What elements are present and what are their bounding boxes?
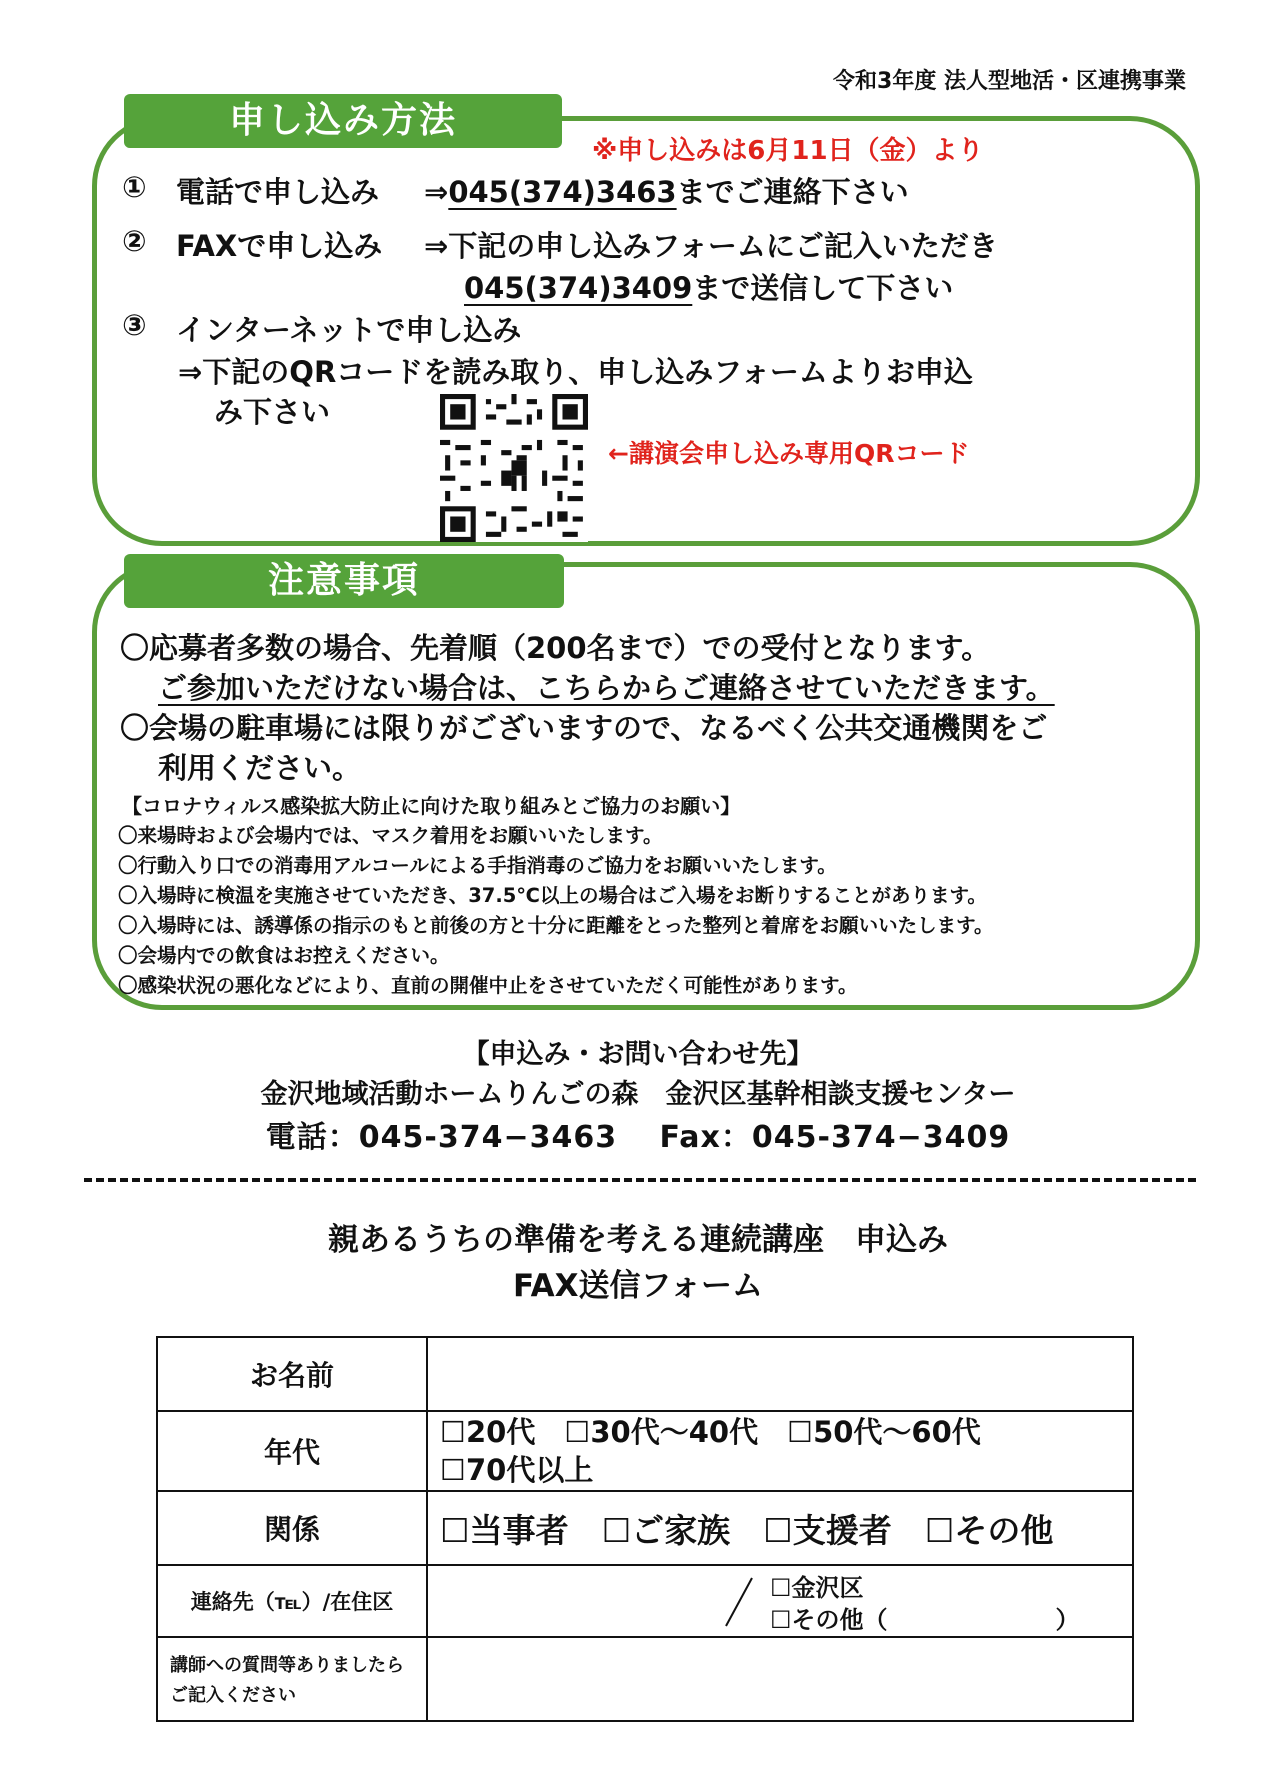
fax-line2 bbox=[464, 266, 953, 307]
area-option-kanazawa[interactable]: ☐金沢区 bbox=[770, 1574, 864, 1602]
web-num: ③ bbox=[122, 308, 147, 342]
fax-number: 045(374)3409 bbox=[464, 271, 693, 305]
question-field[interactable] bbox=[427, 1637, 1133, 1721]
corona-title: 【コロナウィルス感染拡大防止に向けた取り組みとご協力のお願い】 bbox=[122, 794, 741, 818]
qr-code-image[interactable] bbox=[440, 394, 588, 542]
application-form-table bbox=[156, 1336, 1134, 1722]
age-option-line1[interactable]: ☐20代 ☐30代～40代 ☐50代～60代 bbox=[440, 1415, 981, 1449]
phone-instruction bbox=[424, 170, 909, 211]
question-label bbox=[157, 1637, 427, 1721]
header-note: 令和3年度 法人型地活・区連携事業 bbox=[833, 69, 1186, 94]
form-title: 親あるうちの準備を考える連続講座 申込み bbox=[328, 1222, 948, 1258]
corona-item: 〇行動入り口での消毒用アルコールによる手指消毒のご協力をお願いいたします。 bbox=[118, 854, 837, 877]
age-options[interactable] bbox=[427, 1411, 1133, 1491]
fax-line1: ⇒下記の申し込みフォームにご記入いただき bbox=[424, 229, 998, 263]
age-label: 年代 bbox=[157, 1411, 427, 1491]
name-field[interactable] bbox=[427, 1337, 1133, 1411]
apply-start-note: ※申し込みは6月11日（金）より bbox=[592, 136, 984, 166]
notes-line3: 〇会場の駐車場には限りがございますので、なるべく公共交通機関をご bbox=[120, 711, 1048, 745]
corona-item: 〇感染状況の悪化などにより、直前の開催中止をさせていただく可能性があります。 bbox=[118, 974, 858, 997]
relation-label: 関係 bbox=[157, 1491, 427, 1565]
phone-tail: までご連絡下さい bbox=[676, 175, 909, 209]
contact-field[interactable] bbox=[427, 1565, 1133, 1637]
notes-line4: 利用ください。 bbox=[158, 751, 362, 785]
fax-label: FAXで申し込み bbox=[176, 229, 383, 263]
corona-item: 〇入場時に検温を実施させていただき、37.5℃以上の場合はご入場をお断りすることがあります。 bbox=[118, 884, 987, 907]
phone-num: ① bbox=[122, 170, 147, 204]
name-label: お名前 bbox=[157, 1337, 427, 1411]
notes-line2: ご参加いただけない場合は、こちらからご連絡させていただきます。 bbox=[158, 671, 1055, 705]
age-option-line2[interactable]: ☐70代以上 bbox=[440, 1453, 594, 1487]
web-label: インターネットで申し込み bbox=[176, 313, 522, 347]
corona-item: 〇来場時および会場内では、マスク着用をお願いいたします。 bbox=[118, 824, 663, 847]
phone-label: 電話で申し込み bbox=[176, 175, 380, 209]
contact-title: 【申込み・お問い合わせ先】 bbox=[462, 1039, 814, 1070]
contact-label: 連絡先（℡）/在住区 bbox=[157, 1565, 427, 1637]
web-line1: ⇒下記のQRコードを読み取り、申し込みフォームよりお申込 bbox=[178, 355, 973, 389]
qr-note: ←講演会申し込み専用QRコード bbox=[608, 439, 970, 468]
form-row-relation bbox=[157, 1491, 1133, 1565]
contact-tel: 電話：045-374−3463 Fax：045-374−3409 bbox=[265, 1120, 1011, 1155]
form-subtitle: FAX送信フォーム bbox=[513, 1268, 763, 1304]
notes-tab: 注意事項 bbox=[124, 554, 564, 608]
phone-number: 045(374)3463 bbox=[448, 175, 677, 209]
fax-num: ② bbox=[122, 224, 147, 258]
cut-line bbox=[84, 1178, 1196, 1182]
form-row-name bbox=[157, 1337, 1133, 1411]
form-row-contact bbox=[157, 1565, 1133, 1637]
web-line2: み下さい bbox=[214, 395, 331, 429]
slash-divider bbox=[724, 1576, 754, 1628]
form-row-question bbox=[157, 1637, 1133, 1721]
fax-tail: まで送信して下さい bbox=[692, 271, 954, 305]
apply-tab: 申し込み方法 bbox=[124, 94, 562, 148]
form-row-age bbox=[157, 1411, 1133, 1491]
relation-options[interactable]: ☐当事者 ☐ご家族 ☐支援者 ☐その他 bbox=[427, 1491, 1133, 1565]
question-label-text: 講師への質問等ありましたらご記入ください bbox=[170, 1655, 404, 1706]
corona-item: 〇会場内での飲食はお控えください。 bbox=[118, 944, 450, 967]
contact-org: 金沢地域活動ホームりんごの森 金沢区基幹相談支援センター bbox=[260, 1079, 1016, 1110]
phone-arrow: ⇒ bbox=[424, 175, 449, 209]
corona-item: 〇入場時には、誘導係の指示のもと前後の方と十分に距離をとった整列と着席をお願いいたします。 bbox=[118, 914, 994, 937]
area-option-other[interactable]: ☐その他（ ） bbox=[770, 1606, 1080, 1634]
notes-line1: 〇応募者多数の場合、先着順（200名まで）での受付となります。 bbox=[120, 631, 991, 665]
